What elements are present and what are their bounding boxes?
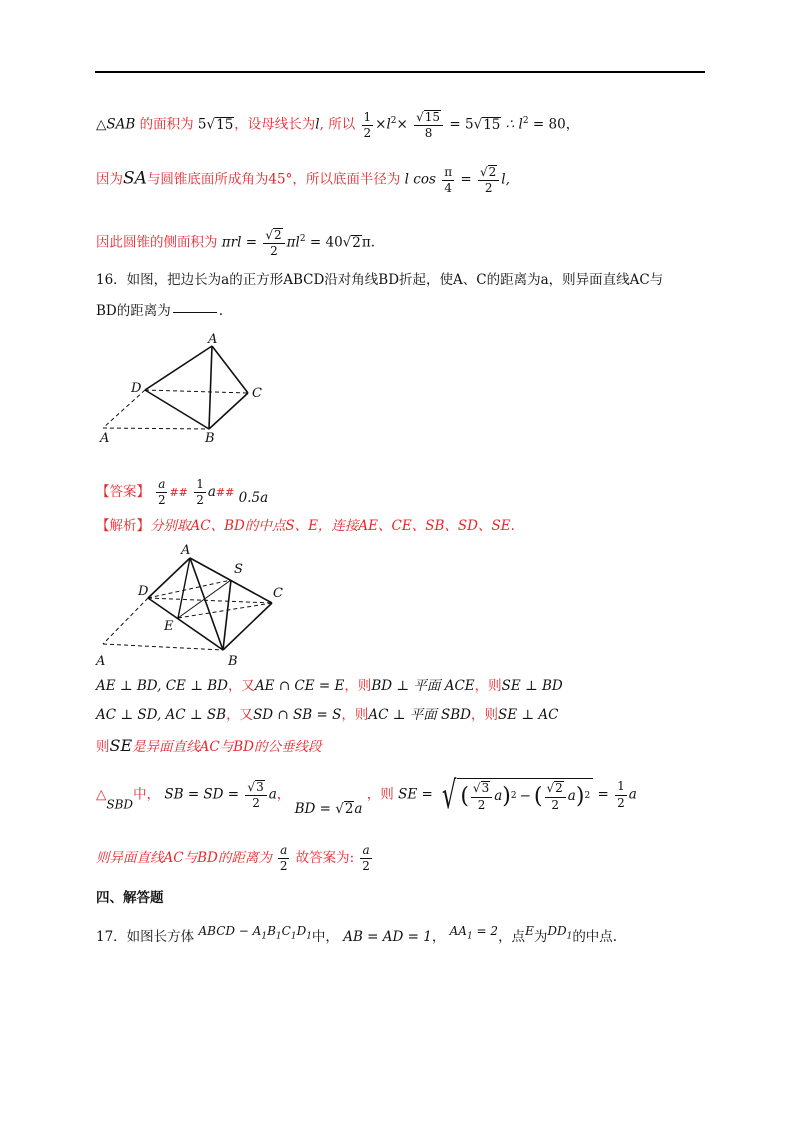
step-3: 则SE是异面直线AC与BD的公垂线段 bbox=[96, 736, 322, 755]
edge-AB bbox=[209, 346, 212, 429]
answer-blank bbox=[173, 312, 217, 313]
label-C: C bbox=[252, 386, 262, 401]
analysis-line: 【解析】分别取AC、BD的中点S、E，连接AE、CE、SB、SD、SE. bbox=[96, 518, 515, 534]
step-2: AC ⊥ SD, AC ⊥ SB，又SD ∩ SB = S，则AC ⊥ 平面 SBD，则SE ⊥ AC bbox=[96, 707, 559, 723]
edge-DB bbox=[145, 390, 209, 429]
question-16-text-cont: BD的距离为 . bbox=[96, 303, 224, 319]
edge-A2B-dashed bbox=[103, 428, 209, 429]
question-17-text: 17．如图长方体 ABCD − $A_1B_1C_1D_1$中， AB = AD = 1， $AA_1 = 2$，点E为$DD_1$的中点. bbox=[96, 924, 618, 945]
triangle-symbol: △ bbox=[96, 116, 107, 133]
edge-AC bbox=[212, 346, 248, 393]
label-D: D bbox=[138, 584, 149, 599]
figure-analysis bbox=[90, 540, 290, 670]
radical-expression: √ ( $\frac{√3}{2}$ a ) 2 − ( $\frac{√2}{2}$ a ) 2 bbox=[437, 776, 593, 814]
label-B: B bbox=[205, 431, 215, 445]
section-heading: 四、解答题 bbox=[96, 890, 164, 906]
label-A: A bbox=[208, 332, 218, 347]
question-16-text: 16．如图，把边长为a的正方形ABCD沿对角线BD折起，使A、C的距离为a，则异面直线AC与 bbox=[96, 272, 664, 288]
label-C: C bbox=[273, 586, 283, 601]
solution-line-lateral-area: 因此圆锥的侧面积为 πrl = $\frac{√2}{2}$ $\pi l^2 = 40√2\pi$. bbox=[96, 228, 376, 259]
label-A2: A bbox=[100, 431, 110, 445]
figure-folded-square bbox=[95, 330, 275, 445]
edge-CB bbox=[209, 393, 248, 429]
label-E: E bbox=[164, 619, 174, 634]
step-5: 则异面直线AC与BD的距离为 $\frac{a}{2}$ 故答案为: $\frac{a}{2}$ bbox=[96, 843, 370, 874]
answer-line: 【答案】 $\frac{a}{2}$ ## $\frac{1}{2}$ a## 0.5a bbox=[96, 477, 269, 508]
fraction-root2-over-2: $\frac{√2}{2}$ bbox=[478, 165, 499, 195]
label-A2: A bbox=[96, 654, 106, 669]
label-B: B bbox=[228, 654, 238, 669]
solution-line-area: △SAB 的面积为 5√15，设母线长为l, 所以 $\frac{1}{2}$ $\times l^2\times$ $\frac{√15}{8}$ = 5√15 ∴ $l^2 = 80$， bbox=[96, 109, 580, 141]
step-4: △SBD中， SB = SD = $\frac{√3}{2}$ a， BD = √2a ，则 SE = √ ( $\frac{√3}{2}$ a ) 2 − ( $\frac{√2}{2}$ a ) 2 = $\frac{1}{2}$ a bbox=[96, 773, 637, 817]
edge-DA bbox=[145, 346, 212, 390]
fraction-one-half: $\frac{1}{2}$ bbox=[363, 109, 372, 140]
header-rule bbox=[95, 71, 705, 73]
label-D: D bbox=[131, 381, 142, 396]
solution-line-radius: 因为SA与圆锥底面所成角为45°，所以底面半径为 l cos $\frac{\pi}{4}$ = $\frac{√2}{2}$ l, bbox=[96, 164, 510, 196]
label-S: S bbox=[234, 562, 243, 577]
label-A: A bbox=[181, 543, 191, 558]
fraction-pi-over-4: $\frac{\pi}{4}$ bbox=[444, 164, 453, 195]
step-1: AE ⊥ BD, CE ⊥ BD，又AE ∩ CE = E，则BD ⊥ 平面 ACE，则SE ⊥ BD bbox=[96, 678, 563, 694]
edge-DC-dashed bbox=[145, 390, 248, 393]
fraction-root15-over-8: $\frac{√15}{8}$ bbox=[414, 110, 443, 140]
